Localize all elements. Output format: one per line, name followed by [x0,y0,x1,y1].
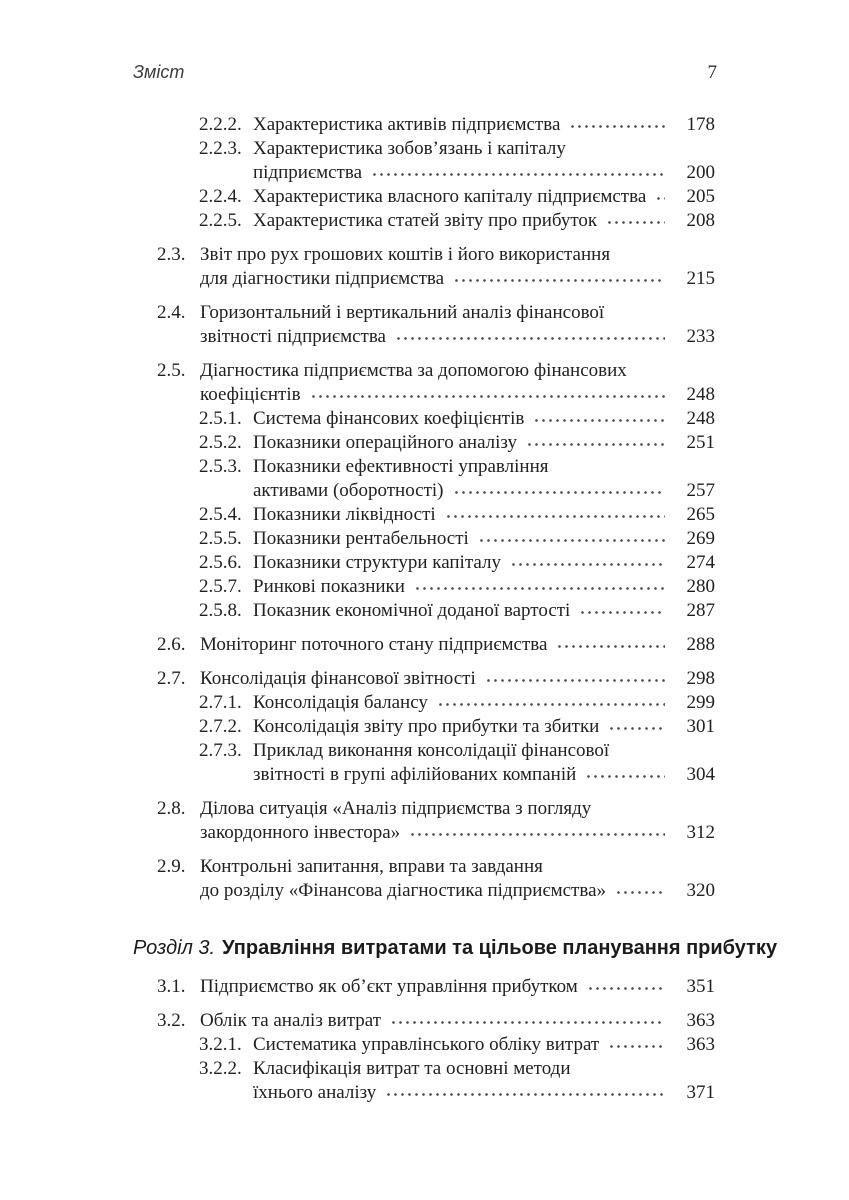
toc-page-number: 280 [686,576,715,597]
dotted-leader [385,1081,665,1105]
dotted-leader [453,479,665,503]
dotted-leader [533,407,665,431]
dotted-leader [608,715,665,739]
dotted-leader [409,821,665,845]
toc [0,113,778,1105]
toc-page-number: 298 [686,668,715,689]
page-header [133,62,717,84]
toc-line [0,527,715,551]
toc-entry-title: Показники операційного аналізу [253,432,518,453]
toc-line [0,797,715,821]
chapter-label: Розділ 3. [133,937,216,959]
toc-entry [0,667,715,691]
toc-entry [0,301,715,349]
toc-line [0,551,715,575]
toc-entry [0,1009,715,1033]
toc-entry-number: 2.4. [157,302,186,323]
toc-entry [0,739,715,787]
toc-entry-number: 2.5.1. [199,408,242,429]
toc-line [0,431,715,455]
dotted-leader [608,1033,665,1057]
toc-line [0,575,715,599]
toc-line [0,137,715,161]
toc-entry-title: Консолідація фінансової звітності [200,668,476,689]
dotted-leader [414,575,665,599]
toc-entry-title: Система фінансових коефіцієнтів [253,408,525,429]
toc-entry [0,527,715,551]
dotted-leader [310,383,665,407]
toc-page-number: 200 [686,162,715,183]
toc-line [0,455,715,479]
dotted-leader [579,599,665,623]
toc-entry-title: Класифікація витрат та основні методи [253,1058,571,1079]
toc-entry [0,407,715,431]
toc-entry-number: 2.3. [157,244,186,265]
dotted-leader [485,667,665,691]
toc-entry-number: 2.5. [157,360,186,381]
toc-page-number: 301 [686,716,715,737]
toc-page-number: 269 [686,528,715,549]
dotted-leader [606,209,665,233]
toc-page-number: 287 [686,600,715,621]
toc-line [0,383,715,407]
toc-entry [0,455,715,503]
toc-line [0,325,715,349]
dotted-leader [390,1009,665,1033]
toc-page-number: 248 [686,408,715,429]
toc-page-number: 351 [686,976,715,997]
toc-entry [0,359,715,407]
toc-line [0,1081,715,1105]
toc-entry [0,715,715,739]
dotted-leader [478,527,665,551]
toc-line [0,407,715,431]
toc-entry-title: Консолідація балансу [253,692,428,713]
dotted-leader [395,325,665,349]
toc-entry-number: 3.2. [157,1010,186,1031]
toc-entry-number: 2.5.7. [199,576,242,597]
toc-entry [0,209,715,233]
dotted-leader [569,113,665,137]
toc-entry-title: Облік та аналіз витрат [200,1010,382,1031]
toc-entry-number: 2.2.2. [199,114,242,135]
toc-entry-number: 2.7.2. [199,716,242,737]
toc-line [0,879,715,903]
page-number: 7 [707,62,717,83]
toc-entry [0,855,715,903]
toc-entry [0,431,715,455]
toc-entry-number: 2.5.5. [199,528,242,549]
toc-page-number: 363 [686,1034,715,1055]
toc-line [0,267,715,291]
toc-line [0,161,715,185]
dotted-leader [371,161,665,185]
toc-entry-title: Показники структури капіталу [253,552,501,573]
dotted-leader [526,431,665,455]
toc-entry [0,1057,715,1105]
toc-entry-number: 2.7.1. [199,692,242,713]
toc-line [0,243,715,267]
toc-entry-title: Ринкові показники [253,576,405,597]
chapter-title: Управління витратами та цільове планування прибутку [222,937,778,959]
toc-page-number: 248 [686,384,715,405]
toc-page-number: 320 [686,880,715,901]
toc-line [0,691,715,715]
toc-page-number: 265 [686,504,715,525]
toc-entry [0,599,715,623]
toc-entry-title: звітності підприємства [200,326,386,347]
dotted-leader [445,503,665,527]
toc-entry-title: Консолідація звіту про прибутки та збитки [253,716,600,737]
toc-line [0,763,715,787]
toc-entry-title: Контрольні запитання, вправи та завдання [200,856,543,877]
toc-entry-title: до розділу «Фінансова діагностика підприємства» [200,880,607,901]
toc-entry [0,185,715,209]
running-title: Зміст [133,62,185,82]
toc-page-number: 215 [686,268,715,289]
toc-line [0,113,715,137]
toc-entry [0,575,715,599]
toc-line [0,599,715,623]
toc-entry-title: Показник економічної доданої вартості [253,600,571,621]
toc-line [0,479,715,503]
toc-entry-number: 2.5.8. [199,600,242,621]
toc-line [0,185,715,209]
toc-entry-title: Діагностика підприємства за допомогою фінансових [200,360,627,381]
dotted-leader [510,551,665,575]
toc-entry-title: Звіт про рух грошових коштів і його використання [200,244,611,265]
toc-page-number: 299 [686,692,715,713]
toc-line [0,1009,715,1033]
toc-entry-title: Характеристика активів підприємства [253,114,561,135]
toc-line [0,715,715,739]
toc-line [0,301,715,325]
toc-entry [0,551,715,575]
toc-entry [0,137,715,185]
toc-line [0,975,715,999]
toc-entry-number: 2.2.3. [199,138,242,159]
toc-line [0,503,715,527]
toc-entry-number: 2.5.3. [199,456,242,477]
toc-entry-title: Моніторинг поточного стану підприємства [200,634,548,655]
toc-entry-title: активами (оборотності) [253,480,444,501]
dotted-leader [453,267,665,291]
toc-line [0,633,715,657]
toc-entry-title: Показники ефективності управління [253,456,549,477]
chapter-heading [133,935,778,961]
toc-line [0,1033,715,1057]
toc-line [0,855,715,879]
toc-page-number: 208 [686,210,715,231]
toc-line [0,739,715,763]
dotted-leader [587,975,665,999]
toc-line [0,209,715,233]
toc-entry-title: Характеристика власного капіталу підприємства [253,186,647,207]
toc-page-number: 288 [686,634,715,655]
toc-entry-number: 2.5.2. [199,432,242,453]
toc-entry [0,503,715,527]
toc-page-number: 178 [686,114,715,135]
toc-entry-number: 2.2.5. [199,210,242,231]
dotted-leader [585,763,665,787]
toc-entry [0,975,715,999]
toc-entry-title: Характеристика статей звіту про прибуток [253,210,598,231]
toc-entry-number: 2.5.6. [199,552,242,573]
toc-entry [0,691,715,715]
toc-entry [0,797,715,845]
dotted-leader [437,691,665,715]
toc-entry [0,113,715,137]
toc-entry-number: 2.8. [157,798,186,819]
toc-entry-number: 3.2.2. [199,1058,242,1079]
toc-entry-title: Показники рентабельності [253,528,469,549]
toc-page-number: 205 [686,186,715,207]
toc-entry-number: 2.6. [157,634,186,655]
toc-entry-title: Горизонтальний і вертикальний аналіз фінансової [200,302,605,323]
toc-entry-number: 3.2.1. [199,1034,242,1055]
toc-entry-title: підприємства [253,162,363,183]
toc-entry-title: звітності в групі афілійованих компаній [253,764,577,785]
toc-entry-number: 2.9. [157,856,186,877]
toc-line [0,821,715,845]
toc-entry-title: коефіцієнтів [200,384,301,405]
toc-line [0,359,715,383]
toc-line [0,1057,715,1081]
toc-entry-title: їхнього аналізу [253,1082,377,1103]
dotted-leader [556,633,665,657]
toc-entry-number: 3.1. [157,976,186,997]
toc-entry-title: Ділова ситуація «Аналіз підприємства з погляду [200,798,592,819]
toc-line [0,667,715,691]
toc-page-number: 251 [686,432,715,453]
toc-page-number: 363 [686,1010,715,1031]
toc-page-number: 304 [686,764,715,785]
toc-page-number: 257 [686,480,715,501]
dotted-leader [655,185,665,209]
dotted-leader [615,879,665,903]
toc-entry [0,1033,715,1057]
toc-page-number: 233 [686,326,715,347]
toc-page-number: 371 [686,1082,715,1103]
toc-entry-title: Систематика управлінського обліку витрат [253,1034,600,1055]
toc-entry-number: 2.2.4. [199,186,242,207]
toc-page-number: 274 [686,552,715,573]
toc-entry-title: для діагностики підприємства [200,268,445,289]
toc-entry-number: 2.5.4. [199,504,242,525]
toc-entry [0,633,715,657]
toc-entry-number: 2.7.3. [199,740,242,761]
toc-entry-title: Показники ліквідності [253,504,436,525]
toc-entry-number: 2.7. [157,668,186,689]
toc-entry-title: Характеристика зобов’язань і капіталу [253,138,566,159]
toc-entry-title: Приклад виконання консолідації фінансової [253,740,610,761]
toc-entry-title: закордонного інвестора» [200,822,401,843]
toc-entry-title: Підприємство як об’єкт управління прибутком [200,976,578,997]
toc-entry [0,243,715,291]
toc-page-number: 312 [686,822,715,843]
